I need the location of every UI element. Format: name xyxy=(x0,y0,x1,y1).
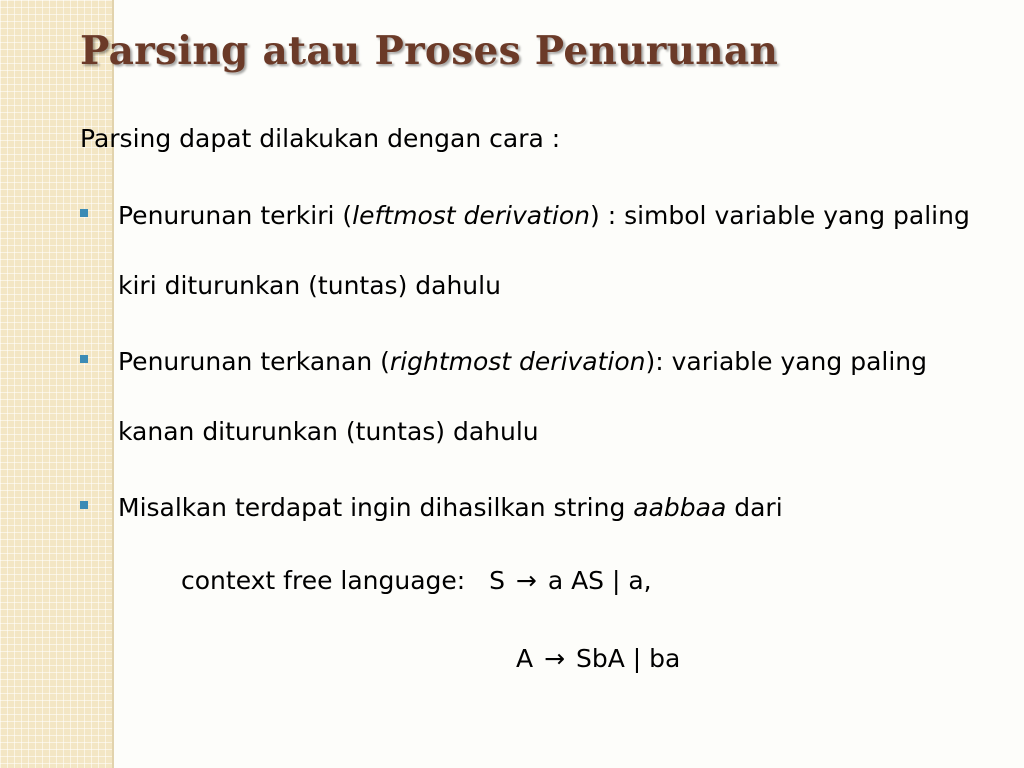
rule-rhs: SbA | ba xyxy=(575,644,681,673)
square-bullet-icon xyxy=(80,209,88,217)
right-arrow-icon: → xyxy=(515,566,537,595)
bullet-text-prefix: Misalkan terdapat ingin dihasilkan string xyxy=(118,493,634,522)
square-bullet-icon xyxy=(80,501,88,509)
bullet-item-leftmost xyxy=(80,181,1010,321)
rule-lhs: S xyxy=(489,566,505,595)
slide-title: Parsing atau Proses Penurunan xyxy=(80,28,779,74)
grammar-rule-s xyxy=(181,566,652,595)
bullet-text xyxy=(118,327,1010,467)
bullet-item-rightmost xyxy=(80,327,1010,467)
bullet-text xyxy=(118,473,1010,543)
rule-rhs: a AS | a, xyxy=(547,566,652,595)
bullet-text-prefix: Penurunan terkiri ( xyxy=(118,201,353,230)
bullet-item-example xyxy=(80,473,1010,543)
bullet-text-italic: aabbaa xyxy=(633,493,727,522)
bullet-text-italic: leftmost derivation xyxy=(352,201,590,230)
grammar-rule-a xyxy=(516,644,680,673)
intro-text: Parsing dapat dilakukan dengan cara : xyxy=(80,124,561,153)
bullet-text-suffix: ): variable yang paling kanan diturunkan (tuntas) dahulu xyxy=(118,347,928,446)
bullet-text-prefix: Penurunan terkanan ( xyxy=(118,347,390,376)
bullet-text-italic: rightmost derivation xyxy=(389,347,646,376)
right-arrow-icon: → xyxy=(544,644,566,673)
grammar-label: context free language: xyxy=(181,566,466,595)
bullet-text-suffix: ) : simbol variable yang paling kiri diturunkan (tuntas) dahulu xyxy=(118,201,970,300)
bullet-text-suffix: dari xyxy=(726,493,783,522)
rule-lhs: A xyxy=(516,644,534,673)
square-bullet-icon xyxy=(80,355,88,363)
bullet-text xyxy=(118,181,1010,321)
